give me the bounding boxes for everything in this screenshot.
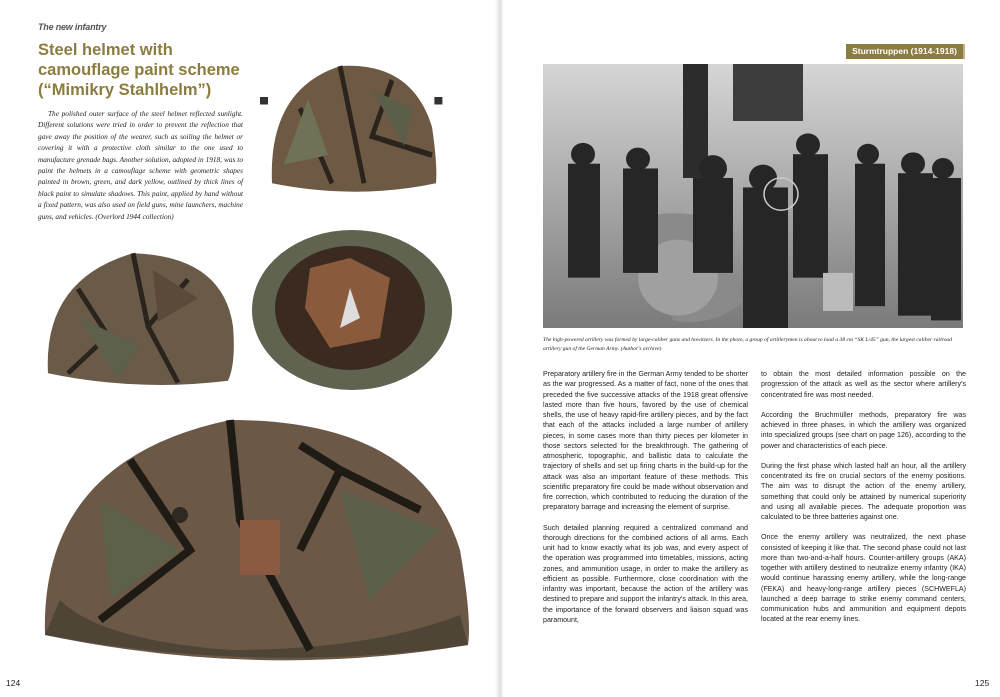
- paragraph: Preparatory artillery fire in the German Army tended to be shorter as the war progressed. As a matter of fact, none of the ones that preceded the five successive attacks of the 1918 great offensive lasted more than five hours, favored by the use of chemical shells, the use of heavy rapid-fire artillery pieces, and by the fact that each of the attacks included a large number of artillery pieces, in some cases more than thirty pieces per kilometer in those sectors selected for the breakthrough. The gathering of atmospheric, topographic, and ballistic data to calculate the trajectory of shells and set up firing charts in the build-up for the attack was also an important feature of these methods. This scientific preparatory fire could be made without observation and fire correction, which contributed to reducing the duration of the preparatory barrage and increasing the element of surprise.: [543, 370, 748, 512]
- intro-paragraph: The polished outer surface of the steel helmet reflected sunlight. Different solutions were tried in order to prevent the reflection that gave away the position of the wearer, such as soiling the helmet or covering it with a protective cloth similar to the one used to manufacture grenade bags. Another solution, adopted in 1918, was to paint the helmets in a camouflage scheme with geometric shapes painted in brown, green, and dark yellow, outlined by thick lines of black paint to simulate shadows. This paint, applied by hand without a fixed pattern, was also used on field guns, mine launchers, machine guns, and vehicles. (Overlord 1944 collection): [38, 109, 243, 221]
- artillery-photo: [543, 64, 963, 328]
- page-number: 124: [6, 678, 21, 688]
- helmet-photo-angle: [38, 242, 243, 392]
- right-page: [503, 0, 1000, 697]
- running-head: The new infantry: [38, 22, 107, 32]
- paragraph: Such detailed planning required a centralized command and thorough directions for the combined actions of all arms. Each unit had to know exactly what its job was, and every aspect of the operation was programmed into timetables, missions, acting zones, and ammunition usage, in order to make the artillery as efficient as possible. Furthermore, close coordination with the infantry was important, because the action of the artillery was destined to prepare and support the infantry's attack. In this area, the importance of the forward observers and liaison squad was paramount,: [543, 523, 748, 624]
- page-title: Steel helmet with camouflage paint scheme (“Mimikry Stahlhelm”): [38, 41, 240, 99]
- section-tab: Sturmtruppen (1914-1918): [846, 44, 965, 59]
- left-page: [0, 0, 497, 697]
- page-number: 125: [975, 678, 990, 688]
- paragraph: Once the enemy artillery was neutralized, the next phase consisted of keeping it like that. The second phase could not last more than two-and-a-half hours. Counter-artillery groups (AKA) together with artillery destined to neutralize enemy infantry (IKA) would continue harassing enemy artillery, while the long-range (FEKA) and heavy-long-range artillery pieces (SCHWEFLA) launched a deep barrage to strike enemy command centers, communication hubs and ammunition and equipment depots located at the rear enemy lines.: [761, 533, 966, 624]
- text-column-1: [543, 369, 748, 635]
- paragraph: During the first phase which lasted half an hour, all the artillery concentrated its fire on crucial sectors of the enemy positions. The aim was to disrupt the action of the enemy artillery, something that could only be attained by numerical superiority and using all available pieces. The adequate proportion was calculated to be three batteries against one.: [761, 461, 966, 521]
- photo-caption: The high-powered artillery was formed by large-caliber guns and howitzers. In the photo, a group of artillerymen is about to load a 38 cm “SK L/45” gun, the largest caliber railroad artillery gun of the German Army. (Author's archive): [543, 337, 953, 352]
- helmet-photo-interior: [250, 228, 455, 393]
- text-column-2: [761, 369, 966, 635]
- paragraph: According the Bruchmüller methods, preparatory fire was achieved in three phases, in which the artillery was organized into specialized groups (see chart on page 126), according to the power and characteristics of each piece.: [761, 410, 966, 450]
- helmet-photo-side: [252, 52, 452, 202]
- helmet-photo-large: [40, 400, 475, 668]
- paragraph: to obtain the most detailed information possible on the progression of the attack as well as the sector where artillery's concentrated fire was most needed.: [761, 370, 966, 399]
